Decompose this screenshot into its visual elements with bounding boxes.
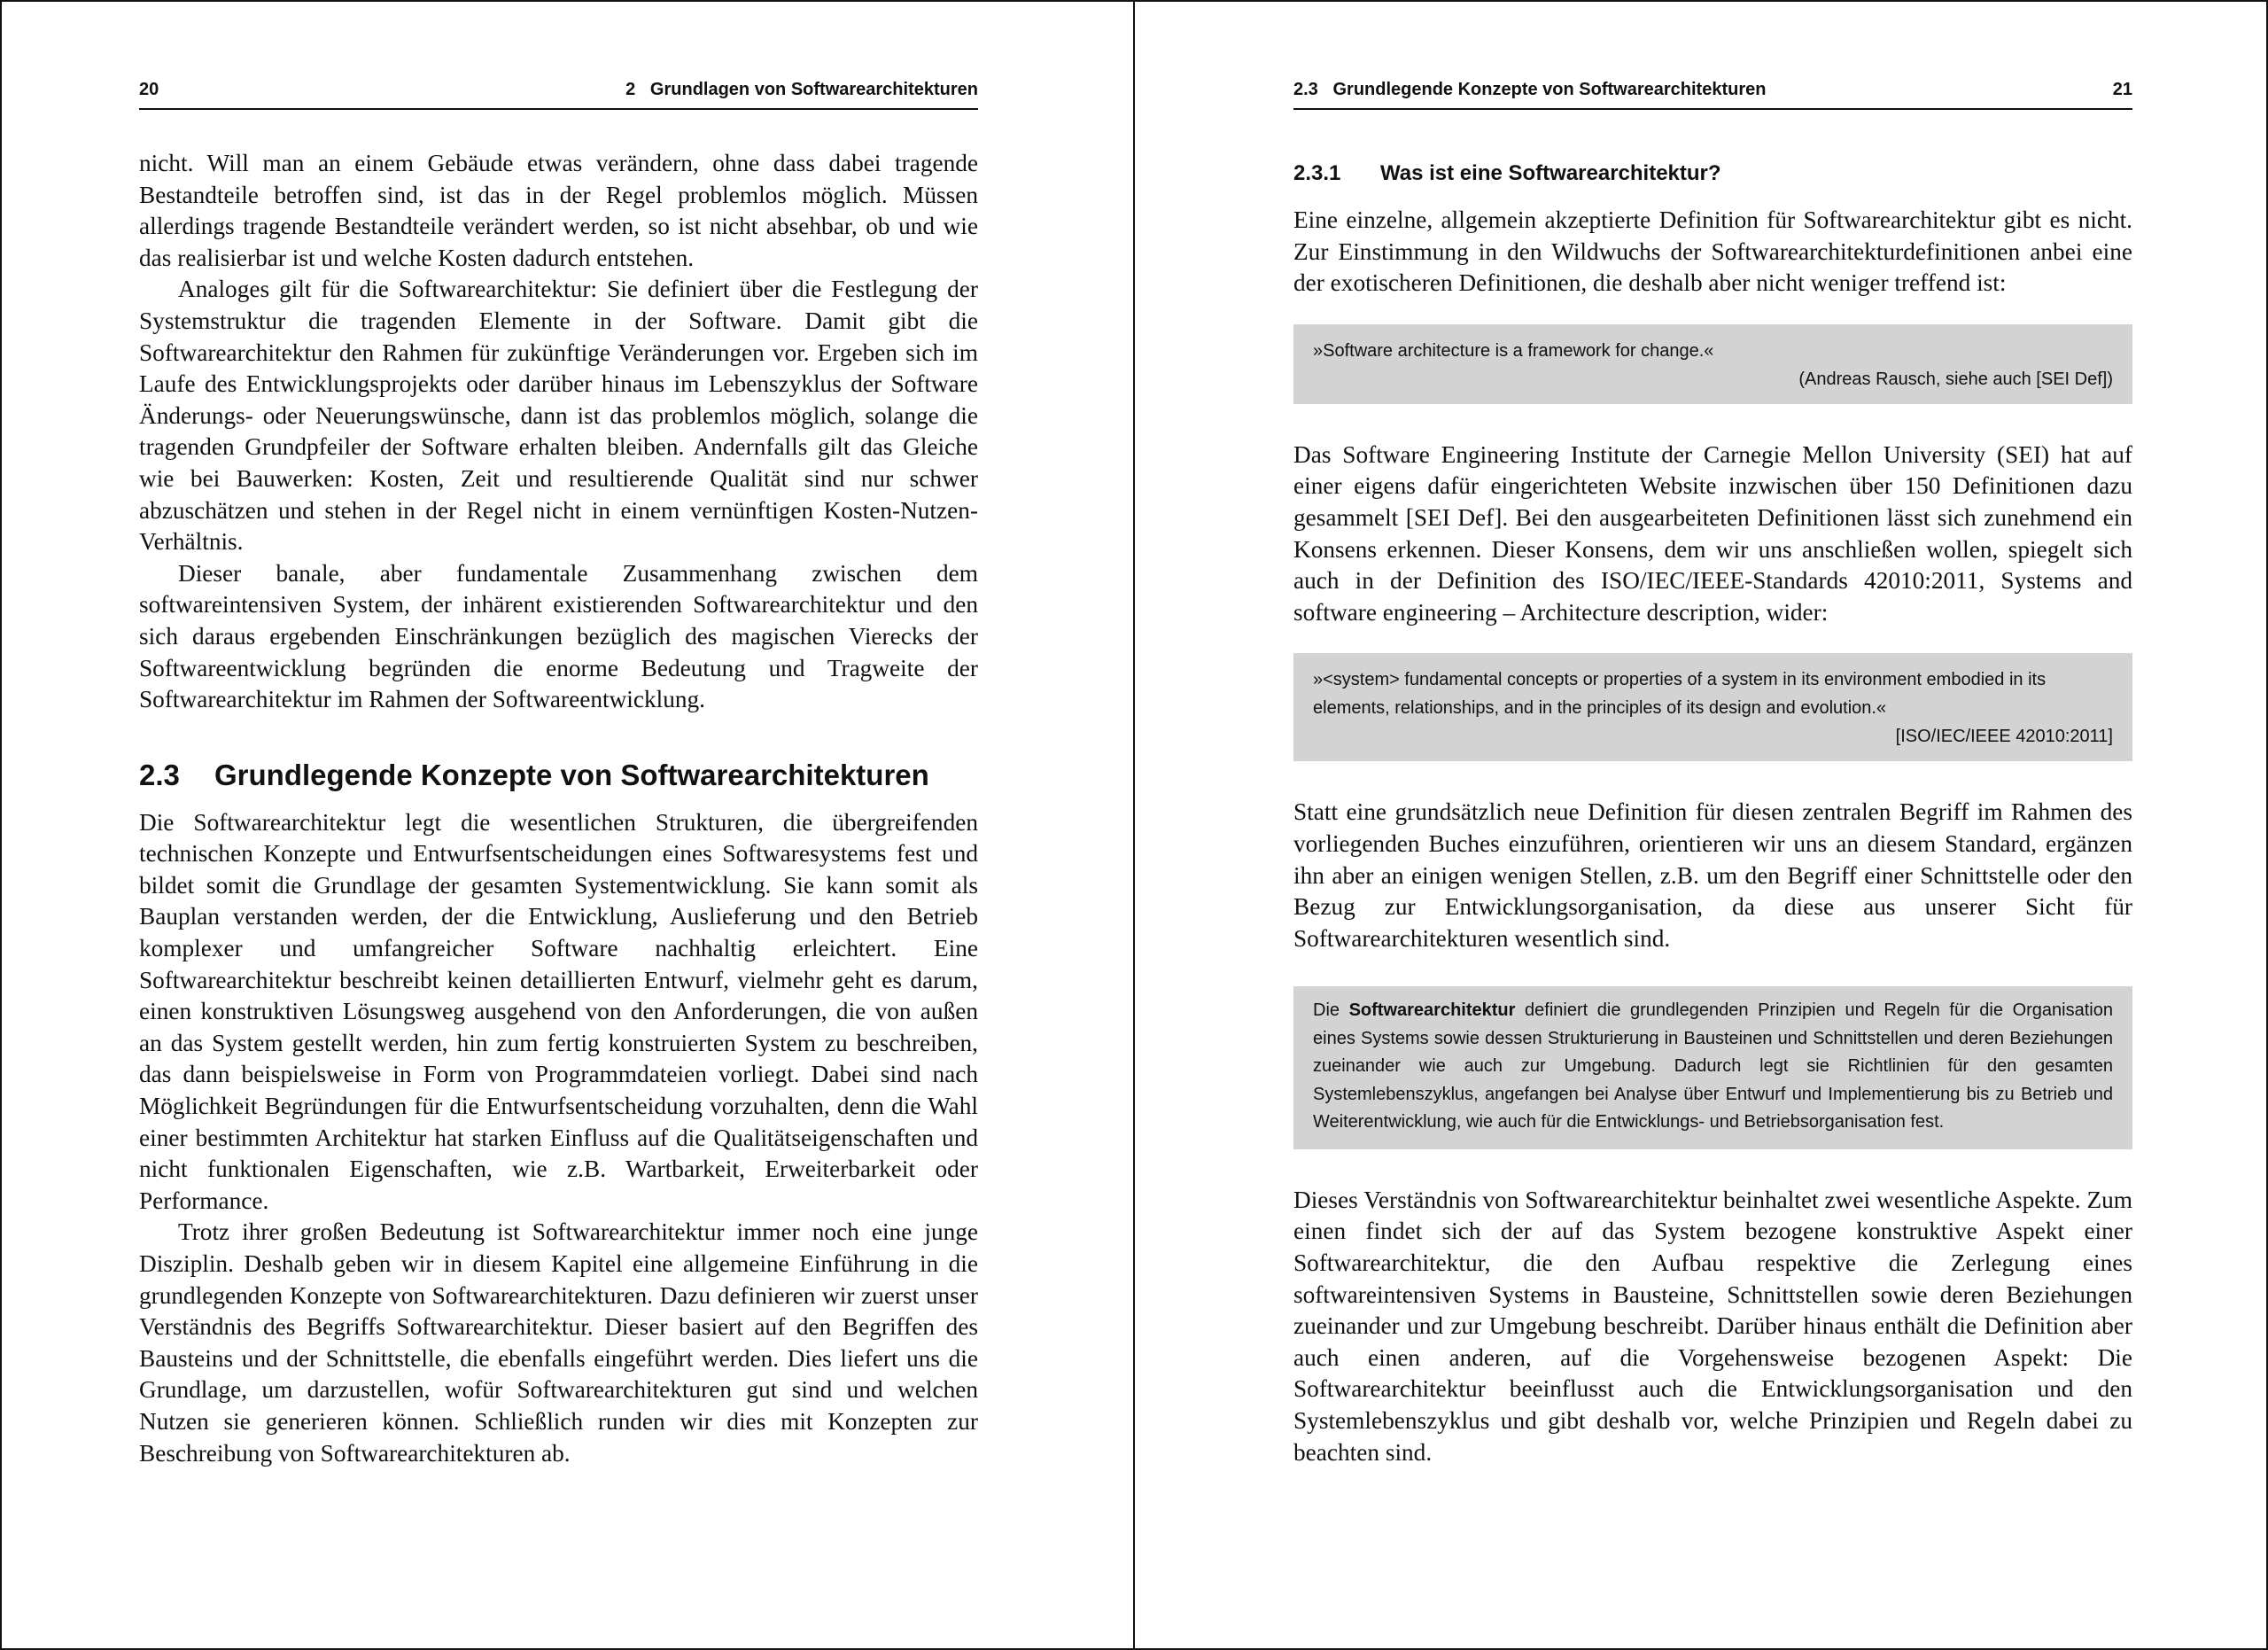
paragraph: Analoges gilt für die Softwarearchitektur: Sie definiert über die Festlegung der Systemstruktur die tragenden Elemente in der Software. Damit gibt die Softwarearchitektur den Rahmen für zukünftige Veränderungen vor. Ergeben sich im Laufe des Entwicklungsprojekts oder darüber hinaus im Lebenszyklus der Software Änderungs- oder Neuerungswünsche, dann ist das problemlos möglich, solange die tragenden Grundpfeiler der Software erhalten bleiben. Andernfalls gilt das Gleiche wie bei Bauwerken: Kosten, Zeit und resultierende Qualität sind nur schwer abzuschätzen und stehen in der Regel nicht in einem vernünftigen Kosten-Nutzen-Verhältnis.: [139, 276, 978, 556]
paragraph: Dieser banale, aber fundamentale Zusammenhang zwischen dem softwareintensiven System, der inhärent existierenden Softwarearchitektur und den sich daraus ergebenden Einschränkungen bezüglich des magischen Vierecks der Softwareentwicklung begründen die enorme Bedeutung und Tragweite der Softwarearchitektur im Rahmen der Softwareentwicklung.: [139, 559, 978, 713]
definition-prefix: Die: [1313, 1000, 1349, 1021]
left-page: [2, 2, 1134, 1648]
quote-text: »<system> fundamental concepts or properties of a system in its environment embodied in its elements, relationships, and in the principles of its design and evolution.«: [1313, 670, 2047, 719]
quote-text: »Software architecture is a framework for change.«: [1313, 340, 1714, 361]
left-running-head: [139, 80, 978, 110]
subsection-title: Was ist eine Softwarearchitektur?: [1380, 161, 1721, 185]
quote-box: [1293, 653, 2132, 761]
right-page-number: 21: [2112, 80, 2132, 99]
paragraph: nicht. Will man an einem Gebäude etwas verändern, ohne dass dabei tragende Bestandteile betroffen sind, ist das in der Regel problemlos möglich. Müssen allerdings tragende Bestandteile verändert werden, so ist nicht absehbar, ob und wie das realisierbar ist und welche Kosten dadurch entstehen.: [139, 150, 978, 271]
section-title: Grundlegende Konzepte von Softwarearchitekturen: [214, 758, 929, 791]
quote-box: [1293, 324, 2132, 404]
right-running-head: [1293, 80, 2132, 110]
subsection-number: 2.3.1: [1293, 161, 1341, 185]
quote-source: [ISO/IEC/IEEE 42010:2011]: [1895, 727, 2113, 747]
section-heading: [139, 758, 978, 793]
paragraph: Das Software Engineering Institute der Carnegie Mellon University (SEI) hat auf einer eigens dafür eingerichteten Website inzwischen über 150 Definitionen dazu gesammelt [SEI Def]. Bei den ausgearbeiteten Definitionen lässt sich zunehmend ein Konsens erkennen. Dieser Konsens, dem wir uns anschließen wollen, spiegelt sich auch in der Definition des ISO/IEC/IEEE-Standards 42010:2011, Systems and software engineering – Architecture description, wider:: [1293, 440, 2132, 626]
paragraph: Eine einzelne, allgemein akzeptierte Definition für Softwarearchitektur gibt es nicht. Zur Einstimmung in den Wildwuchs der Softwarearchitekturdefinitionen anbei eine der exotischeren Definitionen, die deshalb aber nicht weniger treffend ist:: [1293, 206, 2132, 297]
definition-text: definiert die grundlegenden Prinzipien und Regeln für die Organisation eines Systems sowie dessen Strukturierung in Bausteinen und Schnittstellen und deren Beziehungen zueinander wie auch zur Umgebung. Dadurch legt sie Richtlinien für den gesamten Systemlebenszyklus, angefangen bei Analyse über Entwurf und Implementierung bis zu Betrieb und Weiterentwicklung, wie auch für die Entwicklungs- und Betriebsorganisation fest.: [1313, 1000, 2113, 1132]
paragraph: Die Softwarearchitektur legt die wesentlichen Strukturen, die übergreifenden technischen Konzepte und Entwurfsentscheidungen eines Softwaresystems fest und bildet somit die Grundlage der gesamten Systementwicklung. Sie kann somit als Bauplan verstanden werden, der die Entwicklung, Auslieferung und den Betrieb komplexer und umfangreicher Software nachhaltig erleichtert. Eine Softwarearchitektur beschreibt keinen detaillierten Entwurf, vielmehr geht es darum, einen konstruktiven Lösungsweg ausgehend von den Anforderungen, die von außen an das System gestellt werden, hin zum fertig konstruierten System zu beschreiben, das dann beispielsweise in Form von Programmdateien vorliegt. Dabei sind nach Möglichkeit Begründungen für die Entwurfsentscheidung vorzuhalten, denn die Wahl einer bestimmten Architektur hat starken Einfluss auf die Qualitätseigenschaften und nicht funktionalen Eigenschaften, wie z.B. Wartbarkeit, Erweiterbarkeit oder Performance.: [139, 808, 978, 1214]
paragraph: Trotz ihrer großen Bedeutung ist Softwarearchitektur immer noch eine junge Disziplin. Deshalb geben wir in diesem Kapitel eine allgemeine Einführung in die grundlegenden Konzepte von Softwarearchitekturen. Dazu definieren wir zuerst unser Verständnis des Begriffs Softwarearchitektur. Dieser basiert auf den Begriffen des Bausteins und der Schnittstelle, die ebenfalls eingeführt werden. Dies liefert uns die Grundlage, um darzustellen, wofür Softwarearchitekturen gut sind und welchen Nutzen sie generieren können. Schließlich runden wir dies mit Konzepten zur Beschreibung von Softwarearchitekturen ab.: [139, 1218, 978, 1467]
paragraph: Statt eine grundsätzlich neue Definition für diesen zentralen Begriff im Rahmen des vorliegenden Buches einzuführen, orientieren wir uns an diesem Standard, ergänzen ihn aber an einigen wenigen Stellen, z.B. um den Begriff einer Schnittstelle oder den Bezug zur Entwicklungsorganisation, da diese aus unserer Sicht für Softwarearchitekturen wesentlich sind.: [1293, 798, 2132, 952]
paragraph: Dieses Verständnis von Softwarearchitektur beinhaltet zwei wesentliche Aspekte. Zum einen findet sich der auf das System bezogene konstruktive Aspekt einer Softwarearchitektur, die den Aufbau respektive die Zerlegung eines softwareintensiven Systems in Bausteine, Schnittstellen sowie deren Beziehungen zueinander und zur Umgebung beschreibt. Darüber hinaus enthält die Definition aber auch einen anderen, auf die Vorgehensweise bezogenen Aspekt: Die Softwarearchitektur beeinflusst auch die Entwicklungsorganisation und den Systemlebenszyklus und gibt deshalb vor, welche Prinzipien und Regeln dabei zu beachten sind.: [1293, 1186, 2132, 1466]
right-chapter-title: 2.3 Grundlegende Konzepte von Softwarearchitekturen: [1293, 80, 1767, 99]
left-page-number: 20: [139, 80, 159, 99]
quote-source: (Andreas Rausch, siehe auch [SEI Def]): [1798, 369, 2113, 389]
subsection-heading: [1293, 160, 2132, 187]
definition-term: Softwarearchitektur: [1348, 1000, 1516, 1021]
left-chapter-title: 2 Grundlagen von Softwarearchitekturen: [625, 80, 978, 99]
section-number: 2.3: [139, 758, 180, 791]
left-page-body: [139, 148, 978, 1469]
right-page: [1136, 2, 2268, 1648]
right-page-body: [1293, 148, 2132, 1468]
definition-box: [1293, 986, 2132, 1149]
page-spine: [1133, 2, 1135, 1648]
